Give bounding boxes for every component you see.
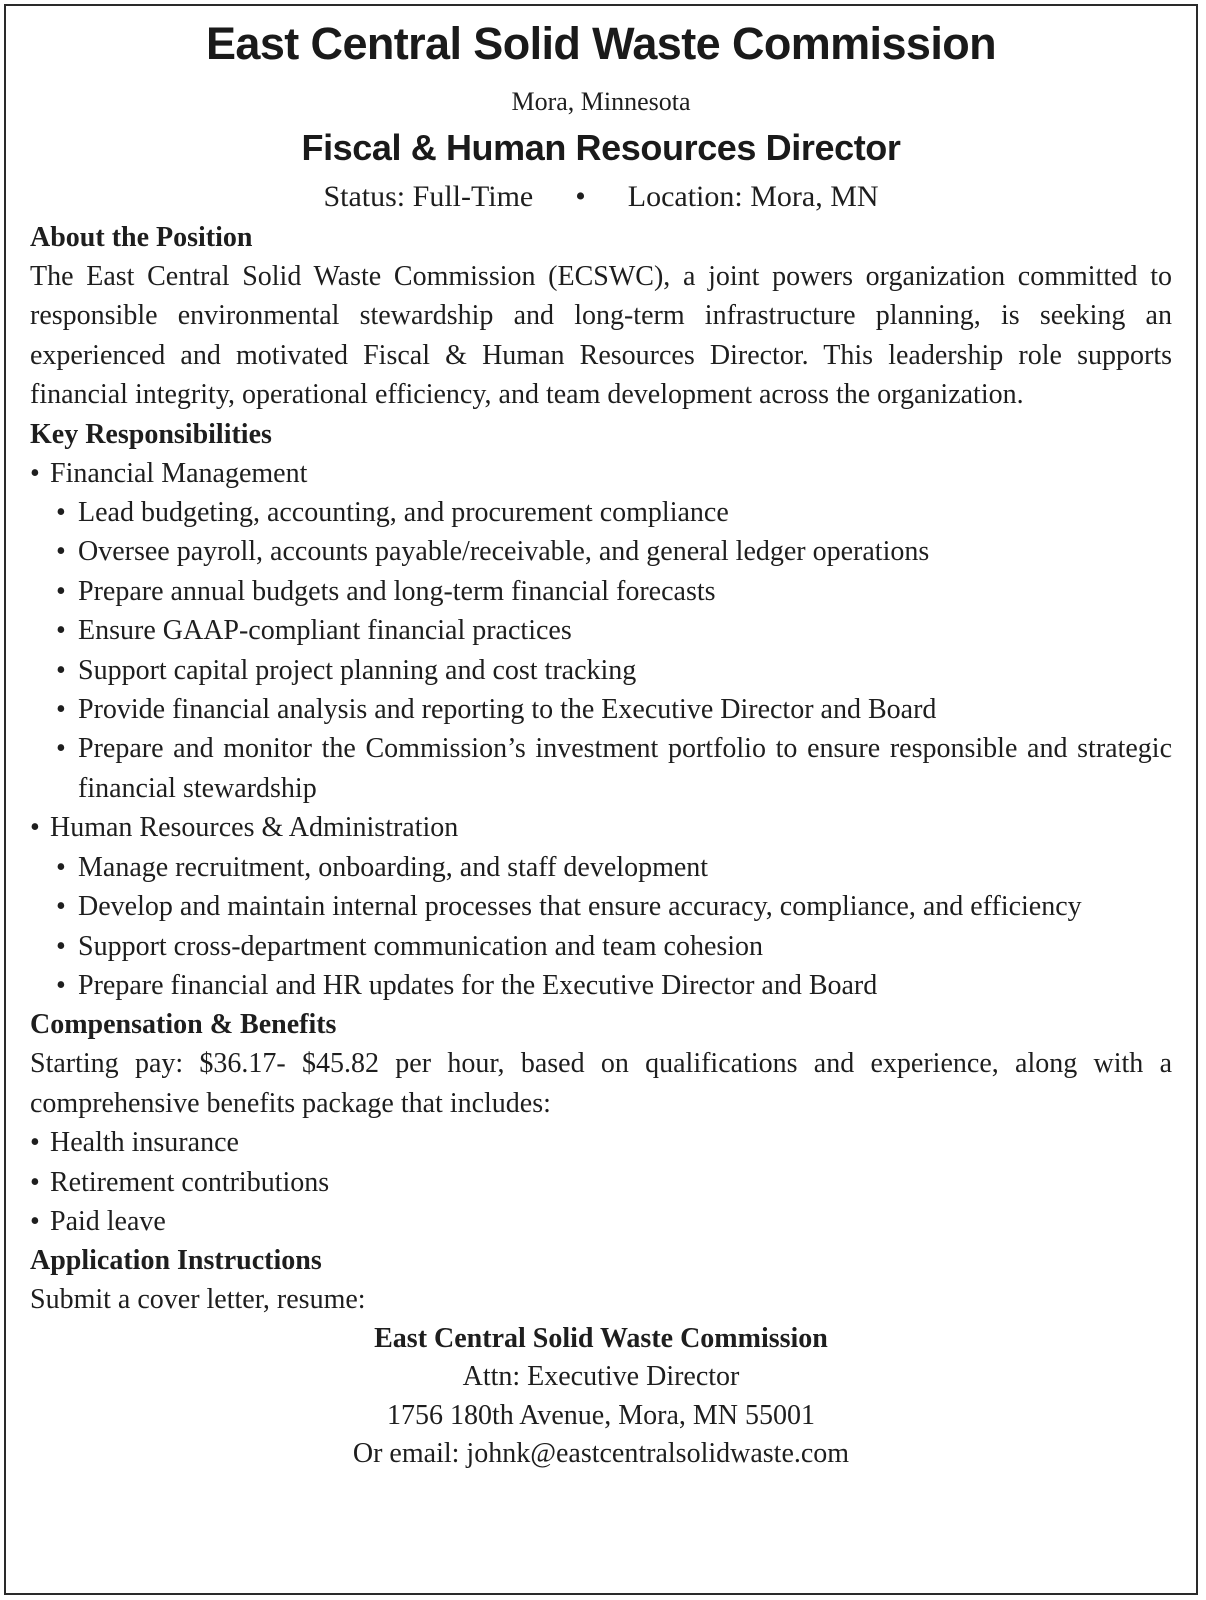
list-item: • Develop and maintain internal processes that ensure accuracy, compliance, and efficiency [30,887,1172,926]
benefits-list [30,1123,1172,1241]
human-resources-group: • Human Resources & Administration [30,808,1172,847]
list-item: • Ensure GAAP-compliant financial practices [30,611,1172,650]
organization-title: East Central Solid Waste Commission [205,18,996,69]
list-item: • Prepare financial and HR updates for the Executive Director and Board [30,966,1172,1005]
contact-email: Or email: johnk@eastcentralsolidwaste.com [352,1438,850,1470]
responsibilities-heading: Key Responsibilities [30,418,272,450]
list-item: • Health insurance [30,1123,1172,1162]
address-street: 1756 180th Avenue, Mora, MN 55001 [387,1399,815,1431]
list-item: • Retirement contributions [30,1163,1172,1202]
list-item: • Paid leave [30,1202,1172,1241]
list-item: • Support capital project planning and cost tracking [30,651,1172,690]
list-item: • Prepare and monitor the Commission’s investment portfolio to ensure responsible and strategic financial stewardship [30,729,1172,808]
organization-location: Mora, Minnesota [511,87,691,116]
address-organization: East Central Solid Waste Commission [374,1322,828,1354]
about-text: The East Central Solid Waste Commission (ECSWC), a joint powers organization committed to responsible environmental stewardship and long-term infrastructure planning, is seeking an experienced and motivated Fiscal & Human Resources Director. This leadership role supports financial integrity, operational efficiency, and team development across the organization. [30,261,1172,411]
about-heading: About the Position [30,222,253,253]
address-attn: Attn: Executive Director [462,1361,740,1393]
mailing-address [30,1320,1172,1474]
list-item: • Provide financial analysis and reporting to the Executive Director and Board [30,690,1172,729]
employment-status: Status: Full-Time [323,180,534,213]
list-item: • Prepare annual budgets and long-term financial forecasts [30,572,1172,611]
job-title: Fiscal & Human Resources Director [301,127,901,168]
list-item: • Support cross-department communication and team cohesion [30,927,1172,966]
application-text: Submit a cover letter, resume: [30,1284,366,1316]
bullet-separator: • [575,180,586,213]
list-item: • Lead budgeting, accounting, and procurement compliance [30,493,1172,532]
list-item: • Oversee payroll, accounts payable/receivable, and general ledger operations [30,532,1172,571]
job-posting-content [30,14,1172,1474]
job-location: Location: Mora, MN [627,180,879,213]
list-item: • Manage recruitment, onboarding, and staff development [30,848,1172,887]
financial-management-group: • Financial Management [30,454,1172,493]
job-posting-frame [4,4,1198,1595]
compensation-heading: Compensation & Benefits [30,1009,337,1041]
application-heading: Application Instructions [30,1245,322,1277]
responsibilities-list [30,454,1172,1006]
status-row [30,176,1172,218]
compensation-text: Starting pay: $36.17- $45.82 per hour, based on qualifications and experience, along with a comprehensive benefits package that includes: [30,1048,1172,1119]
